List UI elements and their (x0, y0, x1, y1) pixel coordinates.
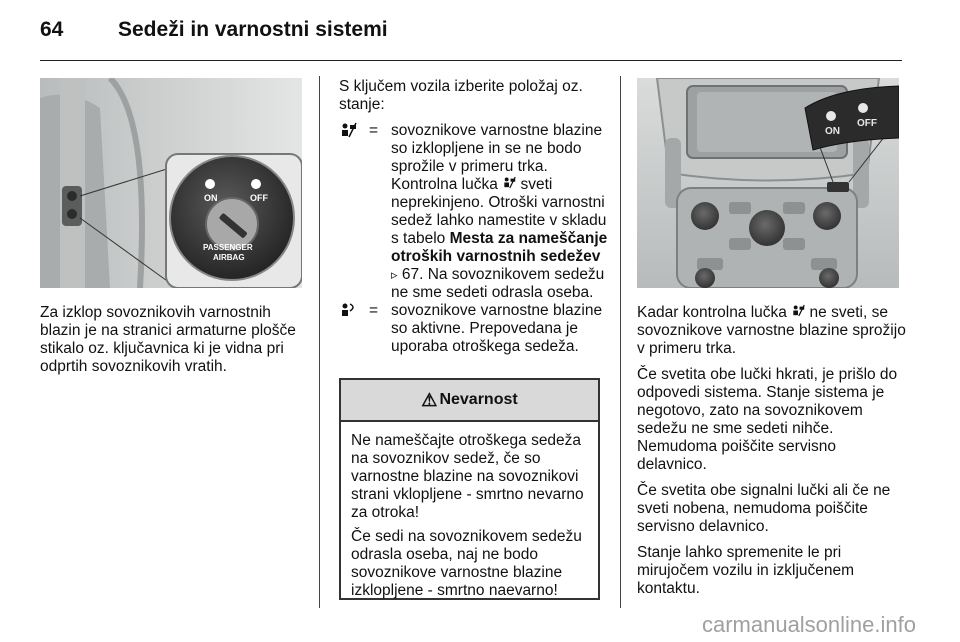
airbag-switch-illustration (40, 78, 302, 288)
airbag-off-inline-icon (502, 176, 516, 193)
console-on-label: ON (825, 126, 840, 137)
console-figure (637, 78, 899, 288)
page-ref-arrow-icon: ▹ (391, 267, 398, 282)
header-rule (40, 60, 902, 61)
warning-triangle-icon: ⚠ (421, 389, 438, 410)
equals-sign: = (369, 122, 379, 139)
warning-paragraph-2: Če sedi na sovoznikovem sedežu odrasla oseba, naj ne bodo sovoznikove varnostne blazine izklopljene - smrtno naevarno! (351, 528, 582, 599)
passenger-label: PASSENGER (203, 243, 253, 252)
off-label: OFF (250, 193, 268, 203)
equals-sign: = (369, 302, 379, 319)
airbag-label: AIRBAG (213, 253, 245, 262)
middle-column (339, 78, 609, 356)
table-reference[interactable]: Mesta za nameščanje otroških varnostnih sedežev (391, 230, 608, 265)
page-number: 64 (40, 18, 64, 41)
warning-paragraph-1: Ne nameščajte otroškega sedeža na sovoznikov sedež, če so varnostne blazine na sovoznikovi strani vklopljene - smrtno nevarno za otroka! (351, 432, 584, 521)
warning-title: Nevarnost (439, 391, 518, 408)
column-divider-1 (319, 76, 320, 608)
danger-warning-box (339, 378, 600, 600)
left-paragraph: Za izklop sovoznikovih varnostnih blazin je na stranici armaturne plošče stikalo oz. ključavnica ki je vidna pri odprtih sovoznikovih vratih. (40, 304, 296, 375)
intro-text: S ključem vozila izberite položaj oz. stanje: (339, 78, 583, 113)
right-paragraph-2: Če svetita obe lučki hkrati, je prišlo do odpovedi sistema. Stanje sistema je negotovo, zato na sovoznikovem sedežu ne sme sedeti nihče. Nemudoma poiščite servisno delavnico. (637, 366, 898, 473)
warning-body (341, 422, 598, 616)
on-label: ON (204, 193, 218, 203)
right-column (637, 304, 907, 606)
airbag-off-inline-icon (791, 304, 805, 321)
legend-off (339, 122, 609, 302)
watermark: carmanualsonline.info (701, 612, 916, 637)
airbag-off-icon (339, 122, 363, 142)
legend-on (339, 302, 609, 356)
console-illustration (637, 78, 899, 288)
column-divider-2 (620, 76, 621, 608)
legend-off-text: sovoznikove varnostne blazine so izklopljene in se ne bodo sprožile v primeru trka. Kontrolna lučka sveti neprekinjeno. Otroški varnostni sedež lahko namestite v skladu s tabelo Mesta za nameščanje otroških varnostnih sedežev ▹ 67. Na sovoznikovem sedežu ne sme sedeti odrasla oseba. (391, 122, 608, 301)
right-paragraph-1: Kadar kontrolna lučka ne sveti, se sovoznikove varnostne blazine sprožijo v primeru trka. (637, 304, 906, 357)
page-header (40, 18, 388, 42)
right-paragraph-4: Stanje lahko spremenite le pri mirujočem vozilu in izključenem kontaktu. (637, 544, 855, 597)
airbag-on-icon (339, 302, 363, 322)
console-off-label: OFF (857, 118, 877, 129)
right-paragraph-3: Če svetita obe signalni lučki ali če ne sveti nobena, nemudoma poiščite servisno delavnico. (637, 482, 891, 535)
airbag-switch-figure (40, 78, 302, 288)
page-title: Sedeži in varnostni sistemi (118, 18, 388, 41)
left-column (40, 304, 310, 384)
legend-on-text: sovoznikove varnostne blazine so aktivne. Prepovedana je uporaba otroškega sedeža. (391, 302, 603, 355)
warning-title-bar (341, 380, 598, 422)
